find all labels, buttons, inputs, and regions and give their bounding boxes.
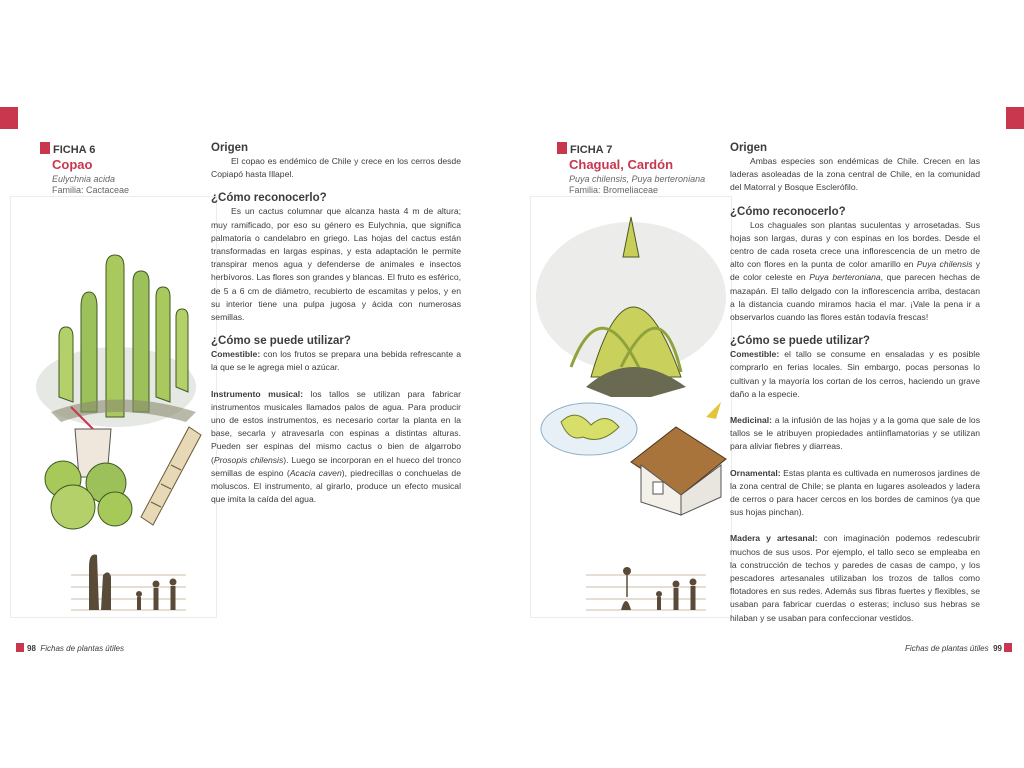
left-text-column: [211, 142, 461, 506]
page-number: 99: [993, 644, 1002, 653]
text-run: los tallos se utilizan para fabricar instrumentos musicales llamados palos de agua. Para producir uno de estos instrumentos, es necesario cortar la planta en la base, secarla y atravesarla con espinas a distintas alturas. Pueden ser espinas del mismo cactus o bien de algarrobo (: [211, 388, 461, 465]
plant-family: Familia: Cactaceae: [52, 185, 130, 195]
use-item-label: Comestible:: [211, 349, 261, 360]
height-scale-illustration: [586, 567, 706, 610]
use-items: [730, 348, 980, 625]
right-edge-tab: [1006, 107, 1024, 129]
text-run: Los chaguales son plantas suculentas y arrosetadas. Sus hojas son largas, duras y con espinas en los bordes. Desde el centro de cada roseta crece una inflorescencia de un metro de alto con flores en la punta de color amarillo en: [730, 219, 980, 270]
copao-cactus-illustration: [36, 255, 196, 427]
page-number: 98: [27, 644, 36, 653]
ficha-7-header: [557, 142, 732, 195]
origin-heading: Origen: [211, 142, 249, 154]
running-title: Fichas de plantas útiles: [905, 644, 989, 653]
text-run: y de color celeste en: [730, 259, 981, 283]
right-text-column: [730, 142, 980, 625]
origin-heading: Origen: [730, 142, 768, 154]
use-item: [211, 388, 461, 507]
left-edge-tab: [0, 107, 18, 129]
species-name-italic: Puya berteroniana: [809, 272, 881, 283]
origin-text: El copao es endémico de Chile y crece en los cerros desde Copiapó hasta Illapel.: [211, 156, 461, 180]
use-item: [730, 467, 980, 520]
chagual-plant-illustration: [536, 217, 726, 397]
rain-stick-illustration: [141, 427, 201, 525]
plant-name: Copao: [52, 157, 93, 172]
recognize-heading: ¿Cómo reconocerlo?: [730, 205, 846, 218]
use-heading: ¿Cómo se puede utilizar?: [730, 335, 870, 348]
recognize-text: [730, 219, 980, 325]
chagual-dish-illustration: [541, 403, 637, 455]
origin-text: Ambas especies son endémicas de Chile. Crecen en las laderas asoleadas de la zona central de Chile, en la comunidad del Matorral y Bosque Esclerófilo.: [730, 156, 980, 193]
scientific-name: Puya chilensis, Puya berteroniana: [569, 174, 706, 184]
species-name-italic: Prosopis chilensis: [213, 454, 284, 465]
use-item-label: Comestible:: [730, 349, 780, 360]
ficha-number: FICHA 7: [570, 144, 613, 156]
scientific-name: Eulychnia acida: [52, 174, 116, 184]
ficha-marker-icon: [40, 142, 50, 154]
right-footer: [905, 643, 1015, 653]
use-item-label: Ornamental:: [730, 467, 781, 478]
use-item-label: Madera y artesanal:: [730, 533, 818, 544]
use-item: [211, 348, 461, 374]
use-heading: ¿Cómo se puede utilizar?: [211, 335, 351, 348]
use-item-label: Medicinal:: [730, 415, 773, 426]
text-run: ), piedrecillas o conchuelas de moluscos. El instrumento, al girarlo, produce un efecto musical que imita la caída del agua.: [211, 467, 461, 505]
recognize-heading: ¿Cómo reconocerlo?: [211, 192, 327, 205]
footer-marker-icon: [1004, 643, 1012, 652]
text-run: a la infusión de las hojas y a la goma que sale de los tallos se le atribuyen propiedades antiinflamatorias y se utilizan para aliviar fiebres y diarreas.: [730, 415, 980, 452]
text-run: con imaginación podemos redescubrir muchos de sus usos. Por ejemplo, el tallo seco se empleaba en la construcción de techos y paredes de casas de campo, y los pescadores artesanales utilizaban los trozos de tallos como flotadores en sus redes. Además sus fibras fuertes y flexibles, se usaban para fabricar cuerdas o esteras; incluso sus hebras se hilaban y se usaban para confeccionar vestidos.: [730, 533, 981, 623]
footer-marker-icon: [16, 643, 24, 652]
plant-family: Familia: Bromeliaceae: [569, 185, 659, 195]
use-item: [730, 348, 980, 401]
height-scale-illustration: [71, 555, 186, 611]
use-item: [730, 532, 980, 624]
use-items: [211, 348, 461, 506]
illustration-panel-copao: [10, 196, 217, 618]
use-item: [730, 414, 980, 454]
species-name-italic: Puya chilensis: [916, 259, 973, 270]
illustration-panel-chagual: [530, 196, 732, 618]
plant-name: Chagual, Cardón: [569, 157, 674, 172]
text-run: con los frutos se prepara una bebida refrescante a la que se le agrega miel o azúcar.: [211, 349, 461, 373]
text-run: el tallo se consume en ensaladas y es posible comprarlo en ferias locales. Sin embargo, pocas personas lo cultivan y la mayoría los cortan de los cerros, haciendo un grave daño a la especie.: [730, 349, 980, 399]
text-run: Estas planta es cultivada en numerosos jardines de la zona central de Chile; se planta en lugares asoleados y ladera de cerros o para hacer cercos en los bordes de caminos (ya que sus hojas pinchan).: [730, 467, 980, 518]
running-title: Fichas de plantas útiles: [40, 644, 124, 653]
thatched-house-illustration: [631, 402, 726, 515]
species-name-italic: Acacia caven: [289, 467, 342, 478]
ficha-number: FICHA 6: [53, 144, 96, 156]
left-footer: [16, 643, 124, 653]
text-run: , que parecen hechas de mazapán. El tallo delgado con la inflorescencia arriba, destacan a la distancia cuando miramos hacia el mar. ¡Vale la pena ir a observarlos cuando las flores están todavía frescas!: [730, 272, 980, 323]
ficha-6-header: [40, 142, 210, 195]
ficha-marker-icon: [557, 142, 567, 154]
use-item-label: Instrumento musical:: [211, 388, 304, 399]
recognize-text: Es un cactus columnar que alcanza hasta 4 m de altura; muy ramificado, por eso su género es Eulychnia, que significa palmatoria o candelabro en griego. Las hojas del cactus están transformadas en largas espinas, y esta adaptación le permite transpirar menos agua y defenderse de animales e insectos herbívoros. Las flores son grandes y blancas. El fruto es esférico, de 5 a 6 cm de diámetro, recubierto de escamitas y pelos, y en su interior tiene una pulpa jugosa y ácida con numerosas semillas.: [211, 206, 461, 323]
text-run: ). Luego se incorporan en el hueco del tronco semillas de espino (: [211, 454, 462, 478]
